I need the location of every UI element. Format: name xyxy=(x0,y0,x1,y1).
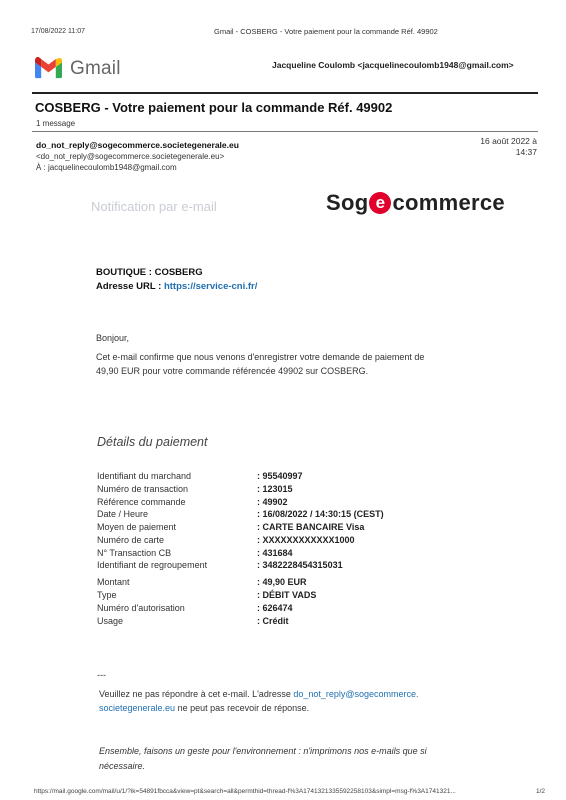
shop-name: BOUTIQUE : COSBERG xyxy=(96,267,203,278)
detail-value: : Crédit xyxy=(257,616,289,626)
detail-value: : 49,90 EUR xyxy=(257,577,307,587)
detail-value: : 95540997 xyxy=(257,471,303,481)
header-divider xyxy=(32,92,538,94)
noreply-link-cont[interactable]: societegenerale.eu xyxy=(99,703,176,713)
brand-text-start: Sog xyxy=(326,190,369,215)
footer-line-1 xyxy=(99,689,419,699)
noreply-link[interactable]: do_not_reply@sogecommerce. xyxy=(293,689,419,699)
print-date: 17/08/2022 11:07 xyxy=(31,28,85,35)
detail-value: : 16/08/2022 / 14:30:15 (CEST) xyxy=(257,509,384,519)
detail-value: : 431684 xyxy=(257,548,293,558)
brand-text-end: commerce xyxy=(392,190,505,215)
account-email: Jacqueline Coulomb <jacquelinecoulomb1948@gmail.com> xyxy=(272,60,514,70)
footer-text-1: Veuillez ne pas répondre à cet e-mail. L'adresse xyxy=(99,689,294,699)
notification-heading: Notification par e-mail xyxy=(91,199,217,214)
subject-divider xyxy=(32,131,538,132)
detail-value: : 123015 xyxy=(257,484,293,494)
shop-url-row xyxy=(96,281,257,292)
sogecommerce-logo xyxy=(326,190,505,216)
detail-label: Identifiant du marchand xyxy=(97,471,192,481)
footer-line-2 xyxy=(99,703,309,713)
separator: --- xyxy=(97,670,106,680)
shop-url-link[interactable]: https://service-cni.fr/ xyxy=(163,281,258,292)
message-date: 16 août 2022 à 14:37 xyxy=(480,136,537,157)
details-title: Détails du paiement xyxy=(97,435,208,449)
detail-value: : 49902 xyxy=(257,497,288,507)
detail-label: Type xyxy=(97,590,117,600)
detail-label: Numéro de carte xyxy=(97,535,165,545)
brand-e-icon: e xyxy=(369,192,391,214)
greeting: Bonjour, xyxy=(96,333,130,343)
page-number: 1/2 xyxy=(536,788,546,795)
detail-label: N° Transaction CB xyxy=(97,548,172,558)
body-line-1: Cet e-mail confirme que nous venons d'enregistrer votre demande de paiement de xyxy=(96,352,425,362)
environment-note-2: nécessaire. xyxy=(99,761,146,771)
detail-value: : CARTE BANCAIRE Visa xyxy=(257,522,365,532)
thread-subject: COSBERG - Votre paiement pour la commande Réf. 49902 xyxy=(35,100,393,115)
detail-label: Identifiant de regroupement xyxy=(97,560,208,570)
environment-note-1: Ensemble, faisons un geste pour l'environnement : n'imprimons nos e-mails que si xyxy=(99,746,427,756)
detail-label: Numéro d'autorisation xyxy=(97,603,185,613)
shop-url-label: Adresse URL : xyxy=(96,281,164,292)
detail-value: : DÉBIT VADS xyxy=(257,590,317,600)
body-line-2: 49,90 EUR pour votre commande référencée 49902 sur COSBERG. xyxy=(96,366,369,376)
detail-label: Montant xyxy=(97,577,130,587)
recipient-line: À : jacquelinecoulomb1948@gmail.com xyxy=(36,163,177,172)
message-count: 1 message xyxy=(36,119,76,128)
detail-label: Usage xyxy=(97,616,124,626)
footer-text-2: ne peut pas recevoir de réponse. xyxy=(175,703,310,713)
detail-value: : XXXXXXXXXXXX1000 xyxy=(257,535,355,545)
detail-value: : 626474 xyxy=(257,603,293,613)
detail-value: : 3482228454315031 xyxy=(257,560,343,570)
detail-label: Référence commande xyxy=(97,497,186,507)
sender-name: do_not_reply@sogecommerce.societegenerale.eu xyxy=(36,140,239,150)
gmail-logo-icon xyxy=(35,57,62,79)
print-url: https://mail.google.com/mail/u/1/?ik=54891fbcca&view=pt&search=all&permthid=thread-f%3A1741321335592258103&simpl=msg-f%3A1741321... xyxy=(34,788,456,795)
print-title: Gmail - COSBERG - Votre paiement pour la commande Réf. 49902 xyxy=(214,27,438,36)
detail-label: Numéro de transaction xyxy=(97,484,189,494)
sender-address: <do_not_reply@sogecommerce.societegenerale.eu> xyxy=(36,152,225,161)
gmail-wordmark: Gmail xyxy=(70,58,121,79)
detail-label: Date / Heure xyxy=(97,509,149,519)
detail-label: Moyen de paiement xyxy=(97,522,177,532)
